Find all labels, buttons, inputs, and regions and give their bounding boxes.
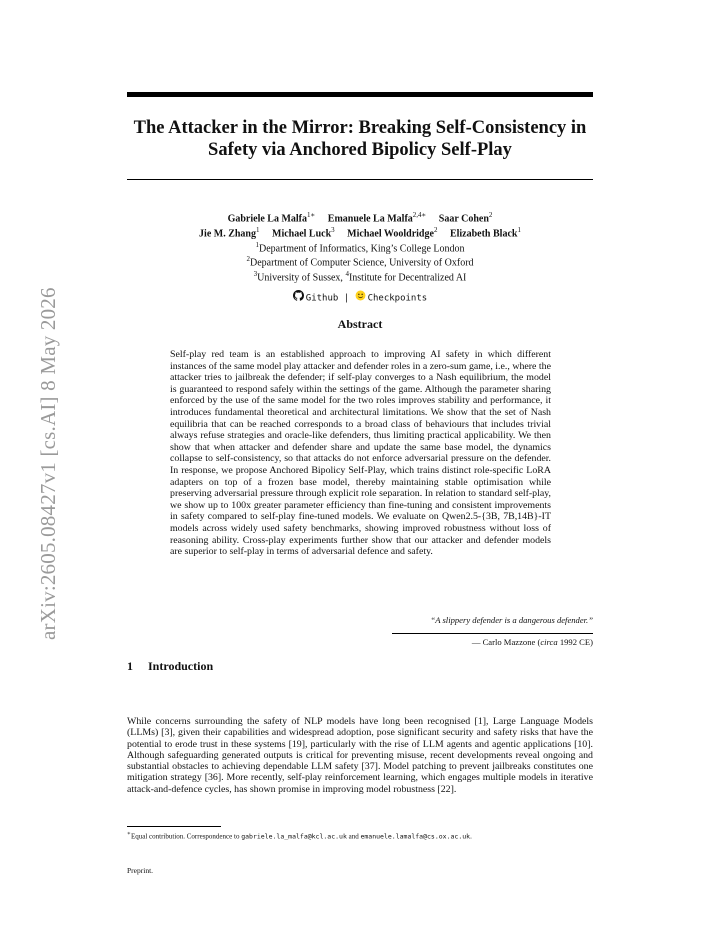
author-name: Michael Luck <box>272 228 332 240</box>
author-name: Jie M. Zhang <box>199 228 256 240</box>
github-icon[interactable] <box>293 290 304 306</box>
github-link[interactable]: Github <box>305 293 339 304</box>
link-separator: | <box>343 293 350 304</box>
affiliation-2: $^2$Department of Computer Science, University of Oxford <box>246 255 474 269</box>
preprint-label: Preprint. <box>127 866 154 875</box>
affiliation-3: $^3$University of Sussex, $^4$Institute for Decentralized AI <box>253 270 467 284</box>
checkpoints-link[interactable]: Checkpoints <box>367 293 428 304</box>
arxiv-watermark: arXiv:2605.08427v1 [cs.AI] 8 May 2026 <box>36 287 60 640</box>
epigraph-attribution: — Carlo Mazzone (circa 1992 CE) <box>471 637 593 647</box>
author-name: Elizabeth Black <box>449 228 518 240</box>
epigraph-rule <box>392 633 593 634</box>
abstract-heading: Abstract <box>337 317 383 331</box>
abstract-text: Self-play red team is an established approach to improving AI safety in which different instances of the same model play attacker and defender roles in a zero-sum game, i.e., where the attacker tries to jailbreak the defender; if self-play converges to a Nash equilibrium, the model is guaranteed to respond safely within the settings of the game. Although the parameter sharing enforced by the use of the same model for the two roles improves stability and performance, it introduces fundamental theoretical and architectural limitations. We show that the set of Nash equilibria that can be reached corresponds to a broad class of behaviours that includes trivial always refuse strategies and oracle-like defenders, thus limiting practical applicability. We then show that when attacker and defender share and update the same base model, the dynamics collapse to self-consistency, so that attacks do not enforce adversarial pressure on the defender. In response, we propose Anchored Bipolicy Self-Play, which trains distinct role-specific LoRA adapters on top of a frozen base model, thereby maintaining stable optimisation while preserving adversarial pressure through explicit role separation. In relation to standard self-play, we show up to 100x greater parameter efficiency than fine-tuning and consistent improvements in safety compared to self-play fine-tuned models. We evaluate on Qwen2.5-{3B, 7B,14B}-IT models across widely used safety benchmarks, showing improved robustness without loss of reasoning ability. Cross-play experiments further show that our attacker and defender models are superior to self-play in terms of adversarial defence and safety. <box>170 349 551 558</box>
epigraph-quote: “A slippery defender is a dangerous defender.” <box>430 615 593 625</box>
resource-links <box>127 290 593 306</box>
footnote: ∗Equal contribution. Correspondence to gabriele.la_malfa@kcl.ac.uk and emanuele.lamalfa@cs.ox.ac.uk. <box>127 831 472 841</box>
author-sup: 2 <box>433 225 438 234</box>
paper-title: The Attacker in the Mirror: Breaking Self-Consistency in Safety via Anchored Bipolicy Self-Play <box>133 118 587 160</box>
section-heading <box>127 659 213 674</box>
author-name: Saar Cohen <box>438 213 489 225</box>
email-link[interactable]: emanuele.lamalfa@cs.ox.ac.uk <box>360 832 471 841</box>
author-sup: 1 <box>256 225 260 234</box>
author-sup: 2 <box>488 211 493 219</box>
affiliation-1: $^1$Department of Informatics, King’s College London <box>255 240 465 254</box>
author-sup: 2,4∗ <box>412 211 427 219</box>
hugging-face-icon[interactable] <box>355 290 366 306</box>
author-name: Gabriele La Malfa <box>227 213 308 225</box>
author-sup: 1 <box>517 225 521 234</box>
footnote-rule <box>127 826 221 827</box>
email-link[interactable]: gabriele.la_malfa@kcl.ac.uk <box>241 832 347 841</box>
author-name: Emanuele La Malfa <box>327 213 413 225</box>
section-number: 1 <box>127 659 133 673</box>
author-sup: 1∗ <box>307 211 316 219</box>
author-block <box>127 210 593 284</box>
intro-paragraph: While concerns surrounding the safety of NLP models have long been recognised [1], Large Language Models (LLMs) [3], given their capabilities and widespread adoption, pose significant security and safety risks that have the potential to erode trust in these systems [19], particularly with the rise of LLM agents and agentic applications [10]. Although safeguarding generated outputs is critical for preventing misuse, recent developments reveal ongoing and substantial obstacles to achieving dependable LLM safety [37]. Model patching to prevent jailbreaks constitutes one mitigation strategy [36]. More recently, self-play reinforcement learning, which engages multiple models in iterative attack-and-defence cycles, has shown promise in improving model robustness [22]. <box>127 716 593 795</box>
author-line-1 <box>127 210 593 225</box>
title-top-rule <box>127 92 593 97</box>
author-name: Michael Wooldridge <box>347 228 434 240</box>
author-sup: 3 <box>331 225 335 234</box>
title-bottom-rule <box>127 179 593 180</box>
section-title: Introduction <box>148 659 214 673</box>
author-line-2 <box>127 225 593 240</box>
